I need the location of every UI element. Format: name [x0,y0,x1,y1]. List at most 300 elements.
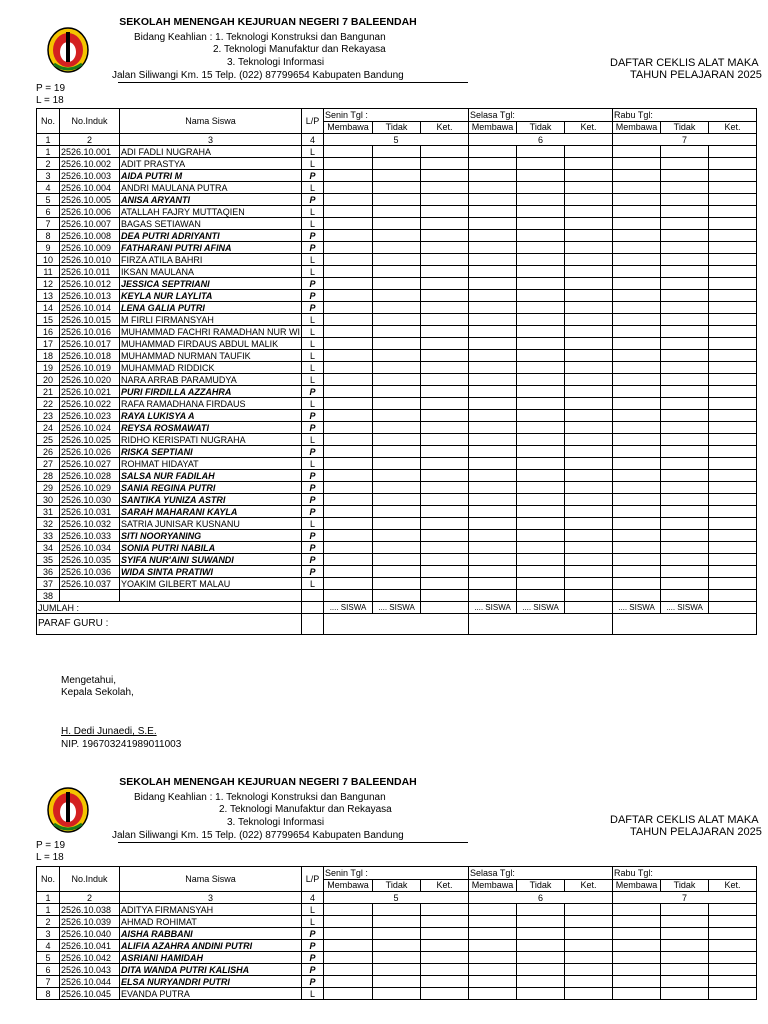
check-cell[interactable] [469,350,517,362]
check-cell[interactable] [373,170,421,182]
check-cell[interactable] [469,158,517,170]
check-cell[interactable] [373,422,421,434]
check-cell[interactable] [373,494,421,506]
check-cell[interactable] [661,290,709,302]
check-cell[interactable] [709,928,757,940]
check-cell[interactable] [709,290,757,302]
check-cell[interactable] [709,314,757,326]
check-cell[interactable] [324,952,373,964]
check-cell[interactable] [517,904,565,916]
check-cell[interactable] [661,386,709,398]
check-cell[interactable] [613,916,661,928]
check-cell[interactable] [373,940,421,952]
check-cell[interactable] [517,470,565,482]
check-cell[interactable] [324,940,373,952]
check-cell[interactable] [373,554,421,566]
check-cell[interactable] [517,158,565,170]
check-cell[interactable] [613,434,661,446]
check-cell[interactable] [373,182,421,194]
check-cell[interactable] [709,952,757,964]
check-cell[interactable] [324,386,373,398]
check-cell[interactable] [421,398,469,410]
check-cell[interactable] [421,952,469,964]
check-cell[interactable] [661,314,709,326]
check-cell[interactable] [565,988,613,1000]
check-cell[interactable] [661,230,709,242]
check-cell[interactable] [469,266,517,278]
check-cell[interactable] [324,434,373,446]
check-cell[interactable] [421,146,469,158]
check-cell[interactable] [709,194,757,206]
check-cell[interactable] [565,434,613,446]
check-cell[interactable] [661,266,709,278]
check-cell[interactable] [469,218,517,230]
check-cell[interactable] [613,482,661,494]
check-cell[interactable] [565,904,613,916]
check-cell[interactable] [469,230,517,242]
check-cell[interactable] [324,928,373,940]
check-cell[interactable] [469,278,517,290]
check-cell[interactable] [324,266,373,278]
check-cell[interactable] [661,326,709,338]
check-cell[interactable] [709,170,757,182]
check-cell[interactable] [421,326,469,338]
check-cell[interactable] [421,314,469,326]
check-cell[interactable] [709,254,757,266]
check-cell[interactable] [373,242,421,254]
check-cell[interactable] [565,194,613,206]
check-cell[interactable] [661,530,709,542]
check-cell[interactable] [517,410,565,422]
check-cell[interactable] [709,916,757,928]
check-cell[interactable] [613,290,661,302]
check-cell[interactable] [613,254,661,266]
check-cell[interactable] [565,218,613,230]
check-cell[interactable] [469,988,517,1000]
check-cell[interactable] [517,542,565,554]
check-cell[interactable] [324,590,373,602]
check-cell[interactable] [517,422,565,434]
check-cell[interactable] [421,446,469,458]
check-cell[interactable] [709,518,757,530]
check-cell[interactable] [661,916,709,928]
check-cell[interactable] [373,302,421,314]
check-cell[interactable] [709,554,757,566]
check-cell[interactable] [613,506,661,518]
check-cell[interactable] [373,290,421,302]
check-cell[interactable] [324,146,373,158]
check-cell[interactable] [517,530,565,542]
check-cell[interactable] [517,170,565,182]
check-cell[interactable] [469,374,517,386]
check-cell[interactable] [661,952,709,964]
check-cell[interactable] [661,482,709,494]
check-cell[interactable] [613,578,661,590]
check-cell[interactable] [613,554,661,566]
check-cell[interactable] [709,542,757,554]
check-cell[interactable] [613,446,661,458]
check-cell[interactable] [469,458,517,470]
check-cell[interactable] [421,242,469,254]
check-cell[interactable] [469,302,517,314]
check-cell[interactable] [661,242,709,254]
check-cell[interactable] [613,988,661,1000]
check-cell[interactable] [613,928,661,940]
check-cell[interactable] [373,326,421,338]
check-cell[interactable] [324,506,373,518]
check-cell[interactable] [709,578,757,590]
check-cell[interactable] [661,182,709,194]
check-cell[interactable] [613,314,661,326]
check-cell[interactable] [661,578,709,590]
check-cell[interactable] [613,350,661,362]
check-cell[interactable] [421,350,469,362]
check-cell[interactable] [421,290,469,302]
check-cell[interactable] [565,326,613,338]
check-cell[interactable] [613,542,661,554]
check-cell[interactable] [373,194,421,206]
check-cell[interactable] [324,542,373,554]
check-cell[interactable] [565,578,613,590]
check-cell[interactable] [613,494,661,506]
check-cell[interactable] [565,182,613,194]
check-cell[interactable] [373,146,421,158]
check-cell[interactable] [421,518,469,530]
check-cell[interactable] [469,362,517,374]
check-cell[interactable] [661,146,709,158]
paraf-signature-cell[interactable] [324,614,469,635]
check-cell[interactable] [613,194,661,206]
check-cell[interactable] [613,590,661,602]
check-cell[interactable] [709,482,757,494]
check-cell[interactable] [324,964,373,976]
check-cell[interactable] [709,146,757,158]
check-cell[interactable] [613,386,661,398]
check-cell[interactable] [661,302,709,314]
check-cell[interactable] [373,482,421,494]
check-cell[interactable] [565,278,613,290]
check-cell[interactable] [661,518,709,530]
check-cell[interactable] [373,542,421,554]
check-cell[interactable] [517,242,565,254]
check-cell[interactable] [565,206,613,218]
check-cell[interactable] [709,374,757,386]
check-cell[interactable] [613,326,661,338]
check-cell[interactable] [421,530,469,542]
check-cell[interactable] [709,206,757,218]
check-cell[interactable] [373,578,421,590]
check-cell[interactable] [565,590,613,602]
check-cell[interactable] [517,350,565,362]
check-cell[interactable] [565,470,613,482]
check-cell[interactable] [373,952,421,964]
check-cell[interactable] [565,386,613,398]
check-cell[interactable] [469,940,517,952]
check-cell[interactable] [613,976,661,988]
check-cell[interactable] [613,158,661,170]
check-cell[interactable] [421,554,469,566]
check-cell[interactable] [324,338,373,350]
check-cell[interactable] [469,254,517,266]
check-cell[interactable] [517,434,565,446]
check-cell[interactable] [469,206,517,218]
check-cell[interactable] [709,976,757,988]
check-cell[interactable] [421,374,469,386]
check-cell[interactable] [613,530,661,542]
paraf-signature-cell[interactable] [469,614,613,635]
check-cell[interactable] [421,194,469,206]
check-cell[interactable] [469,398,517,410]
check-cell[interactable] [421,470,469,482]
check-cell[interactable] [565,374,613,386]
check-cell[interactable] [373,158,421,170]
check-cell[interactable] [517,494,565,506]
check-cell[interactable] [324,254,373,266]
check-cell[interactable] [661,170,709,182]
check-cell[interactable] [373,338,421,350]
check-cell[interactable] [324,410,373,422]
check-cell[interactable] [421,338,469,350]
check-cell[interactable] [661,338,709,350]
check-cell[interactable] [709,350,757,362]
check-cell[interactable] [661,218,709,230]
check-cell[interactable] [517,218,565,230]
check-cell[interactable] [469,338,517,350]
check-cell[interactable] [421,302,469,314]
check-cell[interactable] [565,566,613,578]
check-cell[interactable] [613,904,661,916]
check-cell[interactable] [373,964,421,976]
check-cell[interactable] [421,976,469,988]
check-cell[interactable] [565,554,613,566]
check-cell[interactable] [565,398,613,410]
check-cell[interactable] [709,362,757,374]
check-cell[interactable] [324,916,373,928]
check-cell[interactable] [613,146,661,158]
check-cell[interactable] [324,314,373,326]
check-cell[interactable] [469,494,517,506]
check-cell[interactable] [421,434,469,446]
check-cell[interactable] [324,578,373,590]
check-cell[interactable] [517,446,565,458]
check-cell[interactable] [324,302,373,314]
check-cell[interactable] [469,470,517,482]
check-cell[interactable] [565,482,613,494]
check-cell[interactable] [421,230,469,242]
check-cell[interactable] [324,158,373,170]
check-cell[interactable] [373,446,421,458]
check-cell[interactable] [421,964,469,976]
check-cell[interactable] [469,904,517,916]
check-cell[interactable] [324,398,373,410]
check-cell[interactable] [661,410,709,422]
check-cell[interactable] [517,458,565,470]
check-cell[interactable] [613,230,661,242]
check-cell[interactable] [373,386,421,398]
check-cell[interactable] [613,964,661,976]
check-cell[interactable] [709,182,757,194]
check-cell[interactable] [565,916,613,928]
check-cell[interactable] [421,590,469,602]
check-cell[interactable] [661,506,709,518]
check-cell[interactable] [421,940,469,952]
check-cell[interactable] [565,458,613,470]
check-cell[interactable] [469,554,517,566]
check-cell[interactable] [469,952,517,964]
check-cell[interactable] [565,494,613,506]
check-cell[interactable] [517,518,565,530]
check-cell[interactable] [661,554,709,566]
check-cell[interactable] [709,470,757,482]
check-cell[interactable] [517,254,565,266]
check-cell[interactable] [421,494,469,506]
check-cell[interactable] [709,590,757,602]
check-cell[interactable] [565,530,613,542]
check-cell[interactable] [661,254,709,266]
check-cell[interactable] [517,146,565,158]
check-cell[interactable] [565,230,613,242]
check-cell[interactable] [565,362,613,374]
check-cell[interactable] [373,988,421,1000]
check-cell[interactable] [421,158,469,170]
check-cell[interactable] [324,976,373,988]
check-cell[interactable] [613,182,661,194]
check-cell[interactable] [373,470,421,482]
check-cell[interactable] [421,410,469,422]
check-cell[interactable] [373,506,421,518]
check-cell[interactable] [661,904,709,916]
check-cell[interactable] [565,940,613,952]
check-cell[interactable] [324,554,373,566]
check-cell[interactable] [324,206,373,218]
check-cell[interactable] [324,458,373,470]
check-cell[interactable] [709,506,757,518]
check-cell[interactable] [709,410,757,422]
check-cell[interactable] [469,290,517,302]
check-cell[interactable] [661,458,709,470]
check-cell[interactable] [324,566,373,578]
check-cell[interactable] [373,230,421,242]
check-cell[interactable] [373,434,421,446]
check-cell[interactable] [661,158,709,170]
check-cell[interactable] [517,314,565,326]
check-cell[interactable] [565,302,613,314]
check-cell[interactable] [517,566,565,578]
check-cell[interactable] [373,566,421,578]
check-cell[interactable] [517,386,565,398]
check-cell[interactable] [709,446,757,458]
check-cell[interactable] [421,916,469,928]
check-cell[interactable] [709,530,757,542]
check-cell[interactable] [517,278,565,290]
check-cell[interactable] [324,230,373,242]
check-cell[interactable] [517,590,565,602]
check-cell[interactable] [324,482,373,494]
check-cell[interactable] [709,326,757,338]
check-cell[interactable] [373,904,421,916]
check-cell[interactable] [517,976,565,988]
check-cell[interactable] [469,976,517,988]
check-cell[interactable] [469,578,517,590]
check-cell[interactable] [421,266,469,278]
check-cell[interactable] [469,566,517,578]
check-cell[interactable] [613,410,661,422]
check-cell[interactable] [517,940,565,952]
check-cell[interactable] [469,194,517,206]
check-cell[interactable] [517,988,565,1000]
check-cell[interactable] [565,350,613,362]
check-cell[interactable] [324,278,373,290]
check-cell[interactable] [517,506,565,518]
check-cell[interactable] [373,410,421,422]
check-cell[interactable] [421,170,469,182]
check-cell[interactable] [421,386,469,398]
check-cell[interactable] [421,206,469,218]
check-cell[interactable] [421,362,469,374]
check-cell[interactable] [565,158,613,170]
check-cell[interactable] [421,482,469,494]
check-cell[interactable] [613,566,661,578]
check-cell[interactable] [661,928,709,940]
check-cell[interactable] [565,422,613,434]
check-cell[interactable] [661,590,709,602]
check-cell[interactable] [661,422,709,434]
check-cell[interactable] [324,194,373,206]
check-cell[interactable] [324,290,373,302]
check-cell[interactable] [421,904,469,916]
check-cell[interactable] [421,506,469,518]
check-cell[interactable] [613,362,661,374]
check-cell[interactable] [324,350,373,362]
check-cell[interactable] [613,458,661,470]
check-cell[interactable] [469,916,517,928]
check-cell[interactable] [565,952,613,964]
check-cell[interactable] [613,218,661,230]
check-cell[interactable] [469,182,517,194]
check-cell[interactable] [709,458,757,470]
check-cell[interactable] [565,410,613,422]
check-cell[interactable] [469,482,517,494]
check-cell[interactable] [373,458,421,470]
check-cell[interactable] [517,230,565,242]
check-cell[interactable] [517,916,565,928]
check-cell[interactable] [613,206,661,218]
check-cell[interactable] [661,446,709,458]
check-cell[interactable] [661,542,709,554]
check-cell[interactable] [613,374,661,386]
check-cell[interactable] [709,964,757,976]
check-cell[interactable] [469,242,517,254]
check-cell[interactable] [709,422,757,434]
check-cell[interactable] [661,988,709,1000]
check-cell[interactable] [661,470,709,482]
check-cell[interactable] [373,278,421,290]
check-cell[interactable] [709,218,757,230]
check-cell[interactable] [469,386,517,398]
check-cell[interactable] [421,458,469,470]
check-cell[interactable] [661,350,709,362]
check-cell[interactable] [613,170,661,182]
check-cell[interactable] [469,410,517,422]
check-cell[interactable] [613,242,661,254]
check-cell[interactable] [324,242,373,254]
check-cell[interactable] [709,940,757,952]
check-cell[interactable] [469,422,517,434]
check-cell[interactable] [709,230,757,242]
check-cell[interactable] [565,542,613,554]
check-cell[interactable] [421,218,469,230]
check-cell[interactable] [373,398,421,410]
